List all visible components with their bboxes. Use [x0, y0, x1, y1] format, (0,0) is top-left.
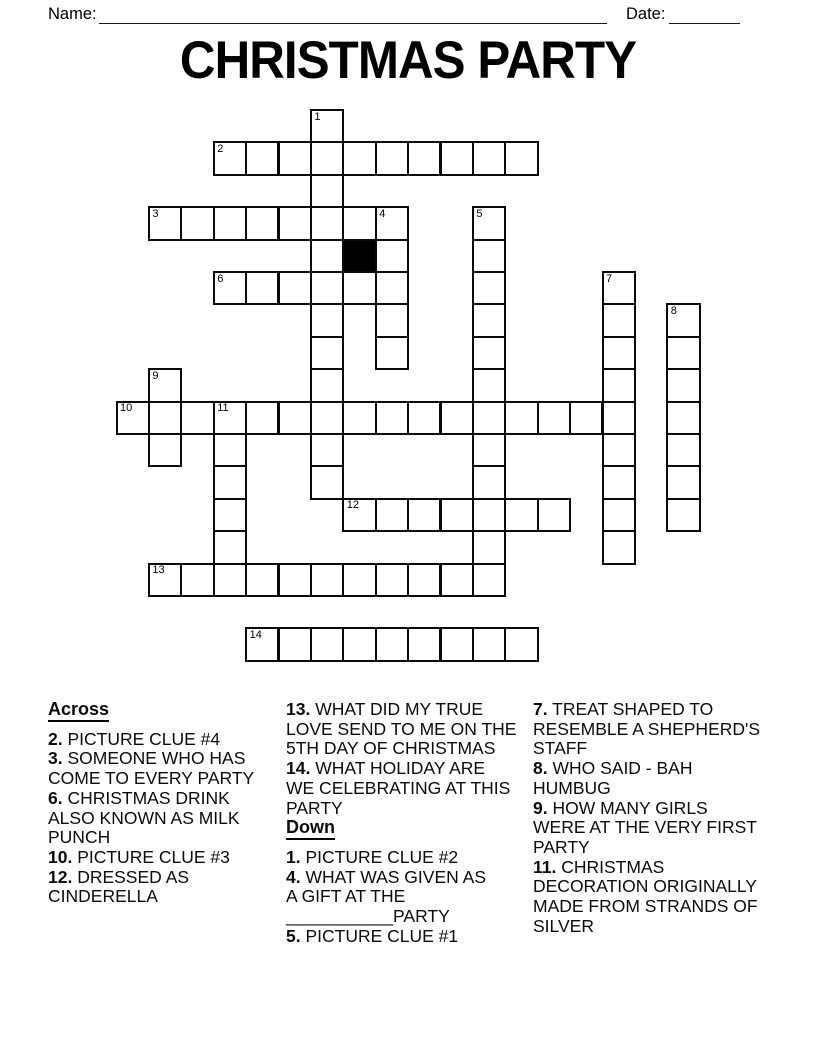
grid-cell — [245, 401, 279, 435]
grid-cell — [440, 627, 474, 661]
cell-number: 6 — [217, 272, 224, 285]
grid-cell — [537, 401, 571, 435]
grid-cell — [278, 271, 312, 305]
grid-cell — [440, 401, 474, 435]
cell-number: 3 — [152, 207, 159, 220]
grid-cell — [245, 563, 279, 597]
down-heading: Down — [286, 818, 335, 840]
grid-cell — [310, 433, 344, 467]
grid-cell — [310, 563, 344, 597]
across-heading: Across — [48, 700, 109, 722]
clue-12: 12. DRESSED AS CINDERELLA — [48, 866, 190, 907]
grid-cell — [504, 141, 538, 175]
clue-2: 2. PICTURE CLUE #4 — [48, 728, 221, 749]
date-blank-line — [669, 8, 740, 24]
grid-cell — [602, 336, 636, 370]
grid-cell — [602, 498, 636, 532]
clue-number: 1. — [286, 846, 301, 867]
grid-cell — [407, 498, 441, 532]
clue-1: 1. PICTURE CLUE #2 — [286, 846, 459, 867]
name-label: Name: — [48, 5, 97, 23]
grid-cell — [310, 336, 344, 370]
grid-cell — [666, 498, 700, 532]
grid-cell — [342, 498, 376, 532]
grid-cell — [310, 368, 344, 402]
grid-cell — [278, 401, 312, 435]
grid-cell — [213, 465, 247, 499]
grid-cell — [148, 368, 182, 402]
clue-section-heading — [286, 818, 528, 840]
grid-cell — [472, 627, 506, 661]
clue-number: 6. — [48, 787, 63, 808]
grid-cell — [148, 206, 182, 240]
clue-number: 7. — [533, 699, 548, 719]
grid-cell — [116, 401, 150, 435]
clue-8: 8. WHO SAID - BAH HUMBUG — [533, 758, 693, 798]
clue-column-3 — [533, 700, 779, 936]
grid-cell — [180, 563, 214, 597]
clue-number: 5. — [286, 925, 301, 946]
grid-cell — [407, 401, 441, 435]
grid-cell — [407, 563, 441, 597]
grid-cell — [472, 206, 506, 240]
grid-cell — [375, 303, 409, 337]
clue-4: 4. WHAT WAS GIVEN AS A GIFT AT THE ___________PARTY — [286, 866, 487, 927]
clue-number: 12. — [48, 866, 73, 887]
grid-cell — [440, 141, 474, 175]
grid-cell — [602, 530, 636, 564]
grid-cell — [245, 627, 279, 661]
grid-cell — [375, 336, 409, 370]
grid-cell — [213, 141, 247, 175]
grid-cell — [310, 303, 344, 337]
black-cell — [342, 239, 376, 273]
clue-10: 10. PICTURE CLUE #3 — [48, 846, 230, 867]
grid-cell — [278, 141, 312, 175]
clue-column-1 — [48, 700, 288, 907]
grid-cell — [602, 271, 636, 305]
grid-cell — [472, 368, 506, 402]
grid-cell — [375, 239, 409, 273]
clue-6: 6. CHRISTMAS DRINK ALSO KNOWN AS MILK PUNCH — [48, 787, 240, 848]
grid-cell — [310, 206, 344, 240]
clue-number: 4. — [286, 866, 301, 887]
grid-cell — [440, 498, 474, 532]
grid-cell — [375, 271, 409, 305]
cell-number: 14 — [249, 628, 262, 641]
grid-cell — [504, 401, 538, 435]
grid-cell — [537, 498, 571, 532]
grid-cell — [310, 239, 344, 273]
grid-cell — [213, 433, 247, 467]
grid-cell — [602, 401, 636, 435]
grid-cell — [310, 627, 344, 661]
grid-cell — [342, 563, 376, 597]
clue-number: 10. — [48, 846, 73, 867]
clue-14: 14. WHAT HOLIDAY ARE WE CELEBRATING AT THIS PARTY — [286, 758, 511, 818]
grid-cell — [569, 401, 603, 435]
cell-number: 7 — [606, 272, 613, 285]
cell-number: 8 — [670, 304, 677, 317]
grid-cell — [666, 368, 700, 402]
cell-number: 5 — [476, 207, 483, 220]
name-blank-line — [99, 8, 607, 24]
clue-7: 7. TREAT SHAPED TO RESEMBLE A SHEPHERD'S STAFF — [533, 699, 761, 759]
page-title: CHRISTMAS PARTY — [179, 31, 637, 90]
grid-cell — [472, 141, 506, 175]
grid-cell — [342, 271, 376, 305]
clue-number: 8. — [533, 758, 548, 779]
grid-cell — [504, 627, 538, 661]
grid-cell — [472, 401, 506, 435]
grid-cell — [310, 465, 344, 499]
date-label: Date: — [626, 5, 666, 23]
grid-cell — [310, 271, 344, 305]
grid-cell — [278, 206, 312, 240]
clue-number: 2. — [48, 728, 63, 749]
grid-cell — [245, 271, 279, 305]
grid-cell — [180, 206, 214, 240]
grid-cell — [472, 465, 506, 499]
grid-cell — [472, 563, 506, 597]
grid-cell — [472, 498, 506, 532]
grid-cell — [310, 141, 344, 175]
grid-cell — [472, 336, 506, 370]
grid-cell — [472, 433, 506, 467]
grid-cell — [342, 627, 376, 661]
grid-cell — [472, 271, 506, 305]
clue-section-heading — [48, 700, 288, 722]
crossword-grid — [116, 109, 702, 663]
cell-number: 11 — [217, 402, 229, 415]
grid-cell — [666, 336, 700, 370]
grid-cell — [213, 206, 247, 240]
clue-number: 13. — [286, 699, 311, 719]
grid-cell — [666, 303, 700, 337]
clue-number: 3. — [48, 748, 63, 769]
clue-number: 11. — [533, 856, 557, 877]
cell-number: 9 — [152, 369, 159, 382]
grid-cell — [310, 174, 344, 208]
grid-cell — [148, 433, 182, 467]
cell-number: 13 — [152, 564, 165, 577]
cell-number: 1 — [314, 110, 321, 123]
grid-cell — [375, 498, 409, 532]
grid-cell — [602, 433, 636, 467]
grid-cell — [666, 465, 700, 499]
clue-13: 13. WHAT DID MY TRUE LOVE SEND TO ME ON THE 5TH DAY OF CHRISTMAS — [286, 699, 517, 759]
grid-cell — [472, 530, 506, 564]
cell-number: 4 — [379, 207, 386, 220]
grid-cell — [602, 303, 636, 337]
grid-cell — [213, 498, 247, 532]
grid-cell — [213, 271, 247, 305]
clue-column-2 — [286, 700, 528, 946]
clue-9: 9. HOW MANY GIRLS WERE AT THE VERY FIRST PARTY — [533, 797, 757, 857]
grid-cell — [213, 563, 247, 597]
grid-cell — [375, 141, 409, 175]
grid-cell — [407, 627, 441, 661]
grid-cell — [213, 530, 247, 564]
grid-cell — [440, 563, 474, 597]
grid-cell — [602, 368, 636, 402]
grid-cell — [245, 206, 279, 240]
grid-cell — [310, 109, 344, 143]
cell-number: 12 — [346, 499, 360, 512]
grid-cell — [407, 141, 441, 175]
grid-cell — [213, 401, 247, 435]
grid-cell — [310, 401, 344, 435]
grid-cell — [602, 465, 636, 499]
grid-cell — [180, 401, 214, 435]
cell-number: 10 — [120, 402, 133, 415]
grid-cell — [245, 141, 279, 175]
grid-cell — [278, 563, 312, 597]
clue-5: 5. PICTURE CLUE #1 — [286, 925, 459, 946]
cell-number: 2 — [217, 142, 224, 155]
grid-cell — [342, 401, 376, 435]
grid-cell — [472, 239, 506, 273]
grid-cell — [342, 141, 376, 175]
grid-cell — [666, 433, 700, 467]
grid-cell — [375, 627, 409, 661]
clue-number: 14. — [286, 758, 311, 779]
grid-cell — [375, 563, 409, 597]
grid-cell — [148, 563, 182, 597]
grid-cell — [148, 401, 182, 435]
grid-cell — [504, 498, 538, 532]
grid-cell — [375, 401, 409, 435]
grid-cell — [666, 401, 700, 435]
clue-3: 3. SOMEONE WHO HAS COME TO EVERY PARTY — [48, 748, 255, 789]
clue-number: 9. — [533, 797, 548, 818]
grid-cell — [472, 303, 506, 337]
grid-cell — [342, 206, 376, 240]
grid-cell — [278, 627, 312, 661]
grid-cell — [375, 206, 409, 240]
clue-11: 11. CHRISTMAS DECORATION ORIGINALLY MADE FROM STRANDS OF SILVER — [533, 856, 758, 936]
